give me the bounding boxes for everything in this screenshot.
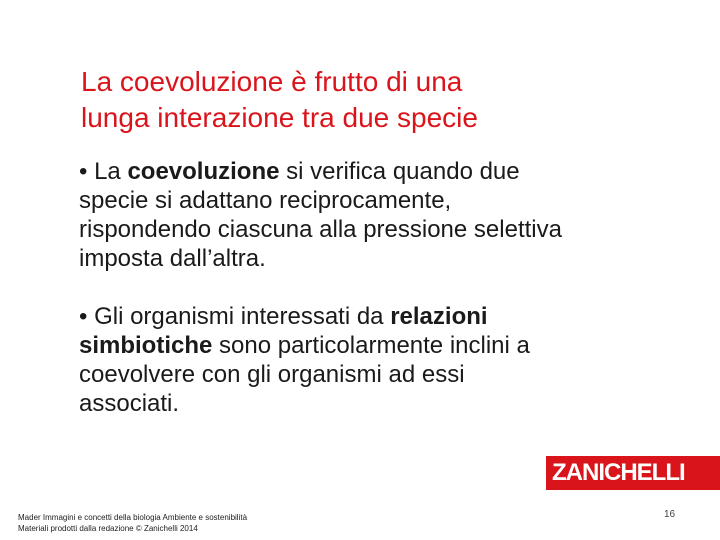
bullet-line — [79, 331, 679, 360]
bullet-line: rispondendo ciascuna alla pressione selettiva — [79, 216, 562, 243]
bold-term: relazioni — [390, 303, 488, 330]
bold-term: simbiotiche — [79, 332, 213, 359]
footer-line-1: Mader Immagini e concetti della biologia Ambiente e sostenibilità — [18, 513, 248, 522]
bold-term: coevoluzione — [127, 158, 280, 185]
bullet-line: coevolvere con gli organismi ad essi — [79, 361, 465, 388]
bullet-line: associati. — [79, 390, 180, 417]
text-run: • La — [79, 158, 128, 185]
bullet-relazioni-simbiotiche — [79, 302, 679, 418]
zanichelli-logo: ZANICHELLI — [546, 456, 720, 490]
text-run: sono particolarmente inclini a — [212, 332, 530, 359]
bullet-line: specie si adattano reciprocamente, — [79, 187, 452, 214]
bullet-line — [79, 302, 679, 331]
page-number: 16 — [664, 509, 676, 520]
bullet-coevoluzione — [79, 157, 679, 273]
text-run: • Gli organismi interessati da — [79, 303, 391, 330]
slide-title — [81, 64, 681, 136]
footer-line-2: Materiali prodotti dalla redazione © Zanichelli 2014 — [18, 524, 198, 533]
title-line-2: lunga interazione tra due specie — [81, 102, 478, 133]
footer-credits — [18, 512, 247, 534]
title-line-1: La coevoluzione è frutto di una — [81, 66, 463, 97]
bullet-line — [79, 157, 679, 186]
text-run: si verifica quando due — [279, 158, 520, 185]
bullet-line: imposta dall’altra. — [79, 245, 266, 272]
